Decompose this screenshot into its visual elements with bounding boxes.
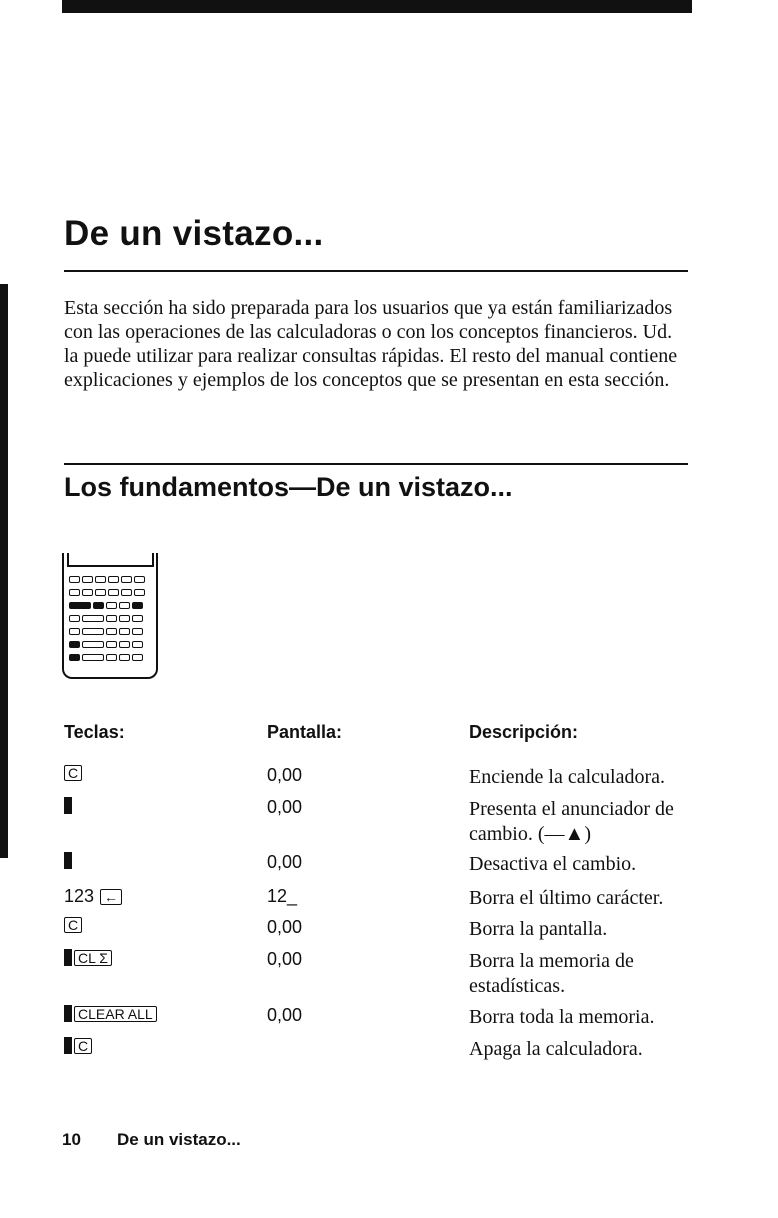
description-text: Presenta el anunciador de cambio. (—▲) [469,798,674,845]
column-header-keys: Teclas: [64,722,125,742]
top-black-bar [62,0,692,13]
description-text: Desactiva el cambio. [469,853,637,875]
key-sequence [64,765,82,781]
display-value: 12_ [267,886,298,906]
description-text: Borra toda la memoria. [469,1006,655,1028]
display-value: 0,00 [267,917,303,937]
display-value: 0,00 [267,852,303,872]
key-sequence [64,886,122,907]
key-sequence [64,1037,92,1054]
description-text: Apaga la calculadora. [469,1038,643,1060]
description-text: Borra la memoria de estadísticas. [469,950,634,997]
column-header-description: Descripción: [469,722,579,742]
calculator-display-outline [67,553,154,567]
title-rule [64,270,688,272]
intro-paragraph: Esta sección ha sido preparada para los usuarios que ya están familiarizados con las operaciones de las calculadoras o con los conceptos financieros. Ud. la puede utilizar para realizar consultas rápidas. El resto del manual contiene explicaciones y ejemplos de los conceptos que se presentan en esta sección. [64,297,678,391]
description-text: Borra el último carácter. [469,887,664,909]
page-title: De un vistazo... [64,214,324,253]
clear-key-icon: C [64,917,82,933]
page-edge-tab [0,284,8,858]
backspace-key-icon: ← [100,889,122,905]
section-title: Los fundamentos—De un vistazo... [64,472,513,502]
display-value: 0,00 [267,797,303,817]
section-rule [64,463,688,465]
shift-key-icon [64,949,72,966]
page-number: 10 [62,1130,81,1149]
key-sequence [64,949,112,966]
digits-entered: 123 [64,886,95,906]
shift-key-icon [64,852,72,869]
description-text: Borra la pantalla. [469,918,608,940]
running-footer-title: De un vistazo... [117,1130,241,1149]
clear-stats-key-icon: CL Σ [74,950,112,966]
display-value: 0,00 [267,765,303,785]
key-sequence [64,797,74,814]
calculator-keyboard-illustration [62,553,158,679]
column-header-display: Pantalla: [267,722,343,742]
shift-key-icon [64,1037,72,1054]
key-sequence [64,917,82,933]
key-sequence [64,852,74,869]
shift-key-icon [64,1005,72,1022]
clear-key-icon: C [74,1038,92,1054]
clear-all-key-icon: CLEAR ALL [74,1006,157,1022]
clear-key-icon: C [64,765,82,781]
calculator-key-grid [69,573,147,664]
shift-key-icon [64,797,72,814]
description-text: Enciende la calculadora. [469,766,665,788]
display-value: 0,00 [267,949,303,969]
display-value: 0,00 [267,1005,303,1025]
key-sequence [64,1005,157,1022]
